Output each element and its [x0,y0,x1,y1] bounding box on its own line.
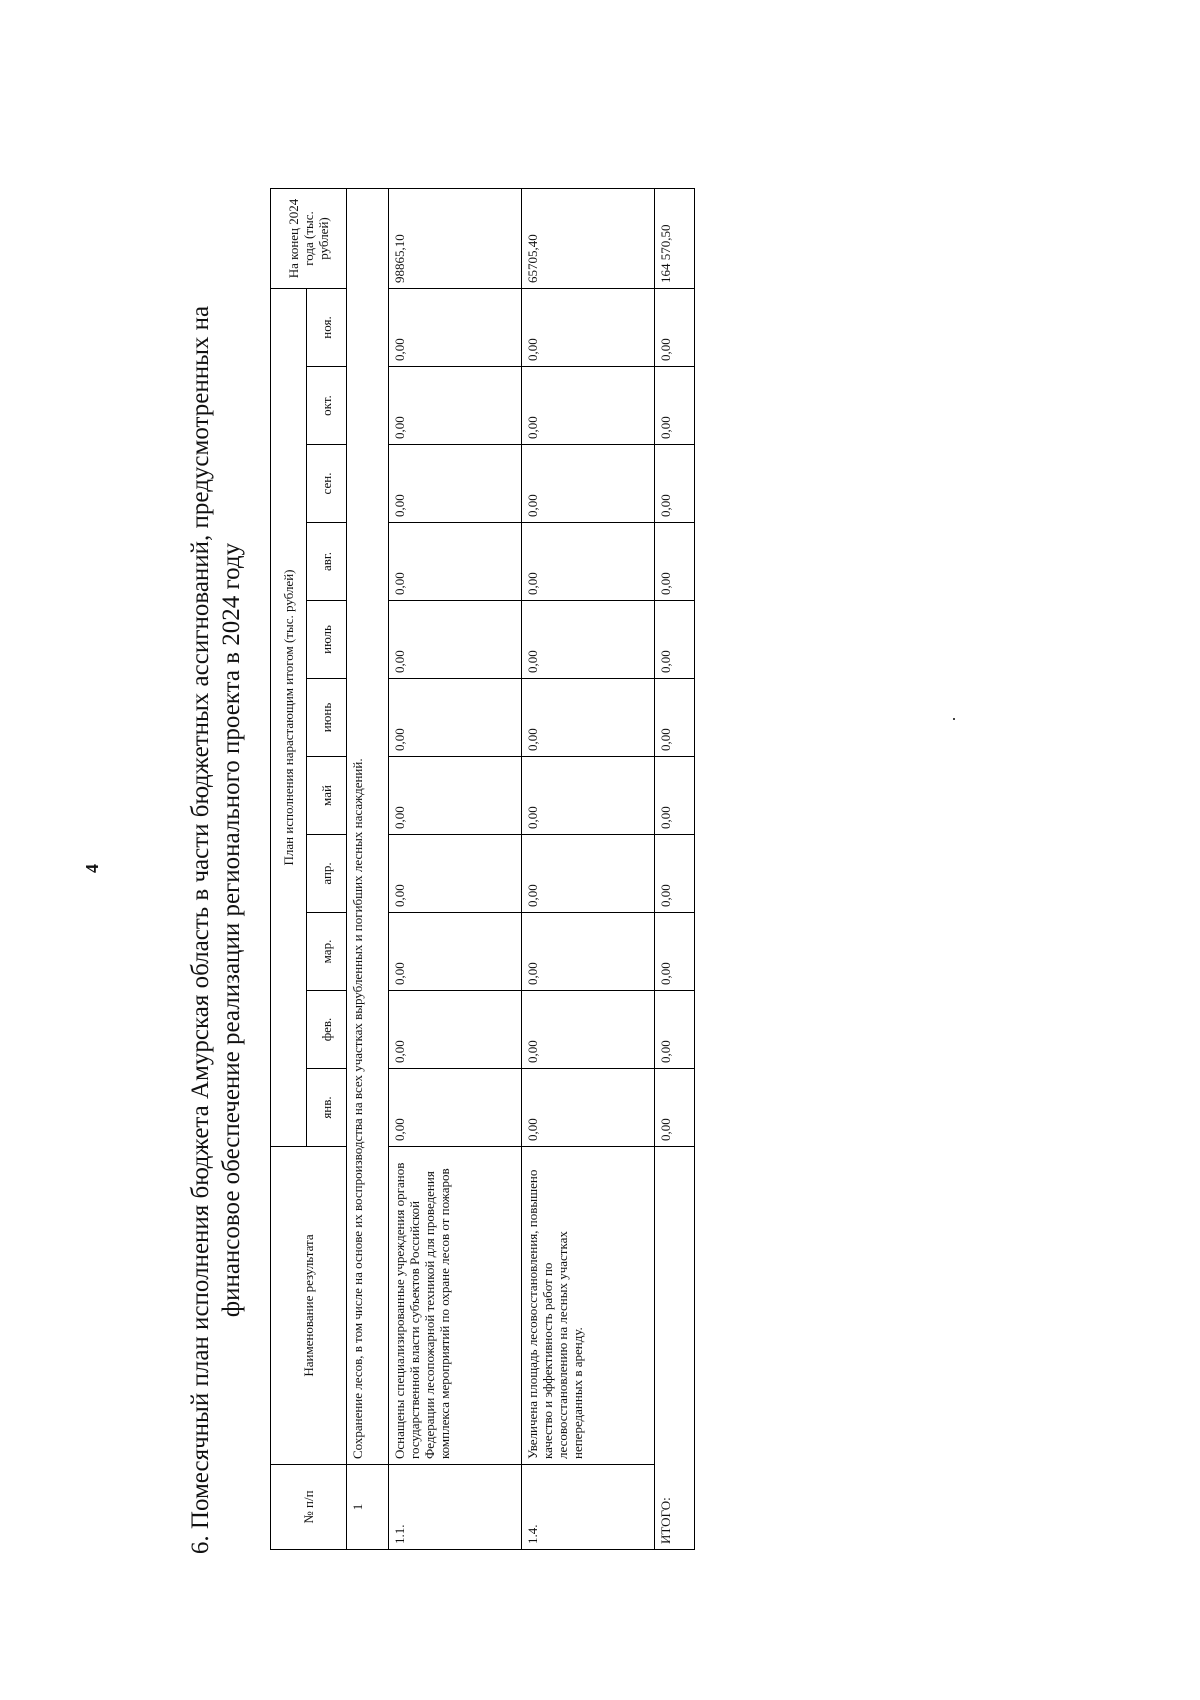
month-value: 0,00 [522,991,655,1069]
month-header: мар. [307,913,347,991]
month-value: 0,00 [522,367,655,445]
totals-month-value: 0,00 [655,523,695,601]
month-value: 0,00 [522,601,655,679]
totals-row [655,189,695,1550]
month-header: апр. [307,835,347,913]
row-num: 1.4. [522,1465,655,1550]
month-header: авг. [307,523,347,601]
totals-month-value: 0,00 [655,757,695,835]
row-total: 65705,40 [522,189,655,289]
totals-month-value: 0,00 [655,679,695,757]
month-header: окт. [307,367,347,445]
budget-plan-table [270,188,695,1550]
month-value: 0,00 [389,445,522,523]
month-value: 0,00 [389,991,522,1069]
month-header: июль [307,601,347,679]
totals-month-value: 0,00 [655,601,695,679]
totals-month-value: 0,00 [655,367,695,445]
header-plan: План исполнения нарастающим итогом (тыс. рублей) [271,289,307,1147]
month-header: фев. [307,991,347,1069]
row-total: 98865,10 [389,189,522,289]
month-value: 0,00 [389,289,522,367]
totals-label: ИТОГО: [655,1147,695,1550]
month-value: 0,00 [522,913,655,991]
title-line-1: 6. Помесячный план исполнения бюджета Амурская область в части бюджетных ассигнований, предусмотренных на [187,305,214,1555]
totals-month-value: 0,00 [655,835,695,913]
month-value: 0,00 [389,367,522,445]
month-header: сен. [307,445,347,523]
month-value: 0,00 [389,835,522,913]
month-header: май [307,757,347,835]
month-value: 0,00 [522,757,655,835]
month-value: 0,00 [522,523,655,601]
month-value: 0,00 [389,1069,522,1147]
totals-month-value: 0,00 [655,913,695,991]
month-value: 0,00 [522,445,655,523]
row-name: Оснащены специализированные учреждения органов государственной власти субъектов Российской Федерации лесопожарной техникой для проведения комплекса мероприятий по охране лесов от пожаров [389,1147,522,1465]
totals-month-value: 0,00 [655,289,695,367]
month-header: июнь [307,679,347,757]
header-end-year: На конец 2024 года (тыс. рублей) [271,189,347,289]
totals-month-value: 0,00 [655,991,695,1069]
month-value: 0,00 [522,1069,655,1147]
month-value: 0,00 [389,679,522,757]
month-header: ноя. [307,289,347,367]
month-value: 0,00 [389,757,522,835]
section-num: 1 [347,1465,389,1550]
page-number: 4 [82,864,102,873]
month-value: 0,00 [522,835,655,913]
totals-month-value: 0,00 [655,1069,695,1147]
header-name: Наименование результата [271,1147,347,1465]
month-header: янв. [307,1069,347,1147]
month-value: 0,00 [389,601,522,679]
month-value: 0,00 [522,289,655,367]
table-row [389,189,522,1550]
totals-month-value: 0,00 [655,445,695,523]
section-row [347,189,389,1550]
totals-total: 164 570,50 [655,189,695,289]
month-value: 0,00 [389,523,522,601]
header-num: № п/п [271,1465,347,1550]
row-num: 1.1. [389,1465,522,1550]
month-value: 0,00 [522,679,655,757]
table-row [522,189,655,1550]
row-name: Увеличена площадь лесовосстановления, повышено качество и эффективность работ по лесовосстановлению на лесных участках непереданных в аренду. [522,1147,655,1465]
page-title [185,215,247,1645]
section-text: Сохранение лесов, в том числе на основе их воспроизводства на всех участках вырубленных и погибших лесных насаждений. [347,189,389,1465]
title-line-2: финансовое обеспечение реализации регионального проекта в 2024 году [218,542,245,1318]
month-value: 0,00 [389,913,522,991]
